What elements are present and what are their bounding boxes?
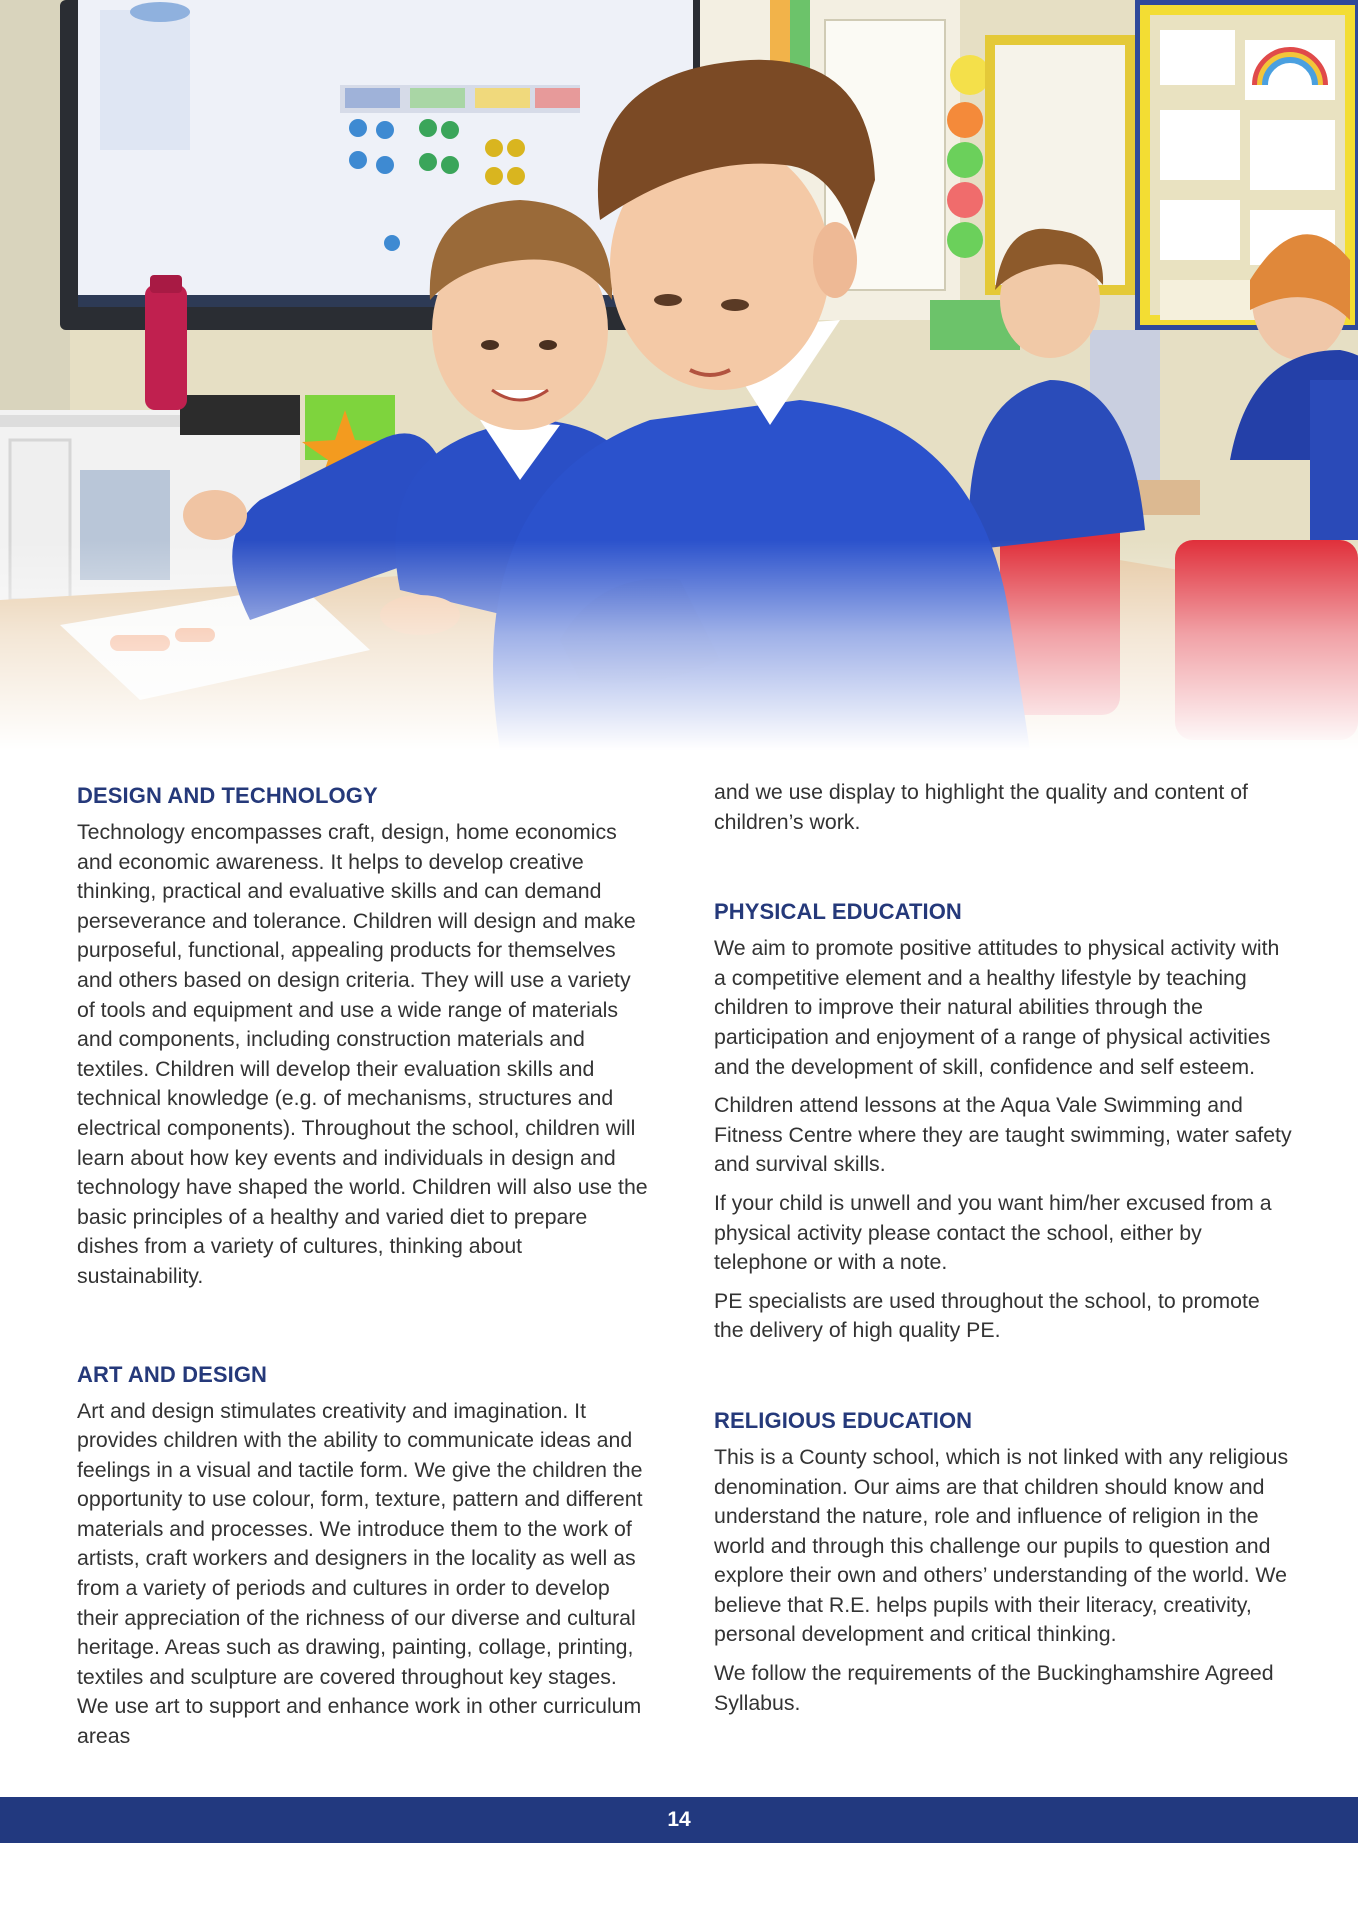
paragraph: Technology encompasses craft, design, home economics and economic awareness. It helps to develop creative thinking, practical and evaluative skills and can demand perseverance and tolerance. Children will design and make purposeful, functional, appealing products for themselves and others based on design criteria. They will use a variety of tools and equipment and use a wide range of materials and components, including construction materials and textiles. Children will develop their evaluation skills and technical knowledge (e.g. of mechanisms, structures and electrical components). Throughout the school, children will learn about how key events and individuals in design and technology have shaped the world. Children will also use the basic principles of a healthy and varied diet to prepare dishes from a variety of cultures, thinking about sustainability. xyxy=(77,820,648,1288)
section-title: RELIGIOUS EDUCATION xyxy=(714,1407,973,1433)
section-design-technology xyxy=(77,778,653,1292)
paragraph: Art and design stimulates creativity and imagination. It provides children with the ability to communicate ideas and feelings in a visual and tactile form. We give the children the opportunity to use colour, form, texture, pattern and different materials and processes. We introduce them to the work of artists, craft workers and designers in the locality as well as from a variety of periods and cultures in order to develop their appreciation of the richness of our diverse and cultural heritage. Areas such as drawing, painting, collage, printing, textiles and sculpture are covered throughout key stages. We use art to support and enhance work in other curriculum areas xyxy=(77,1398,643,1749)
paragraph: We aim to promote positive attitudes to physical activity with a competitive element and a healthy lifestyle by teaching children to improve their natural abilities through the participation and enjoyment of a range of physical activities and the development of skill, confidence and self esteem. xyxy=(714,936,1280,1079)
section-religious-education xyxy=(714,1403,1294,1718)
paragraph: We follow the requirements of the Buckinghamshire Agreed Syllabus. xyxy=(714,1661,1274,1715)
section-physical-education xyxy=(714,894,1294,1346)
continuation-paragraph: and we use display to highlight the quality and content of children’s work. xyxy=(714,780,1248,834)
paragraph: PE specialists are used throughout the school, to promote the delivery of high quality PE. xyxy=(714,1288,1260,1343)
paragraph: If your child is unwell and you want him/her excused from a physical activity please contact the school, either by telephone or with a note. xyxy=(714,1190,1272,1275)
section-title: DESIGN AND TECHNOLOGY xyxy=(77,783,378,808)
section-title: PHYSICAL EDUCATION xyxy=(714,899,962,925)
section-title: ART AND DESIGN xyxy=(77,1361,268,1387)
hero-fade-overlay xyxy=(0,540,1358,750)
page-number: 14 xyxy=(667,1808,691,1831)
right-column xyxy=(714,778,1294,1727)
water-bottle xyxy=(145,285,187,410)
section-art-design xyxy=(77,1357,653,1752)
paragraph: This is a County school, which is not linked with any religious denomination. Our aims are that children should know and understand the nature, role and influence of religion in the world and through this challenge our pupils to question and explore their own and others’ understanding of the world. We believe that R.E. helps pupils with their literacy, creativity, personal development and critical thinking. xyxy=(714,1444,1289,1647)
paragraph: Children attend lessons at the Aqua Vale Swimming and Fitness Centre where they are taught swimming, water safety and survival skills. xyxy=(714,1093,1292,1177)
footer-bar xyxy=(0,1797,1358,1843)
left-column xyxy=(77,778,653,1761)
hero-photo xyxy=(0,0,1358,750)
